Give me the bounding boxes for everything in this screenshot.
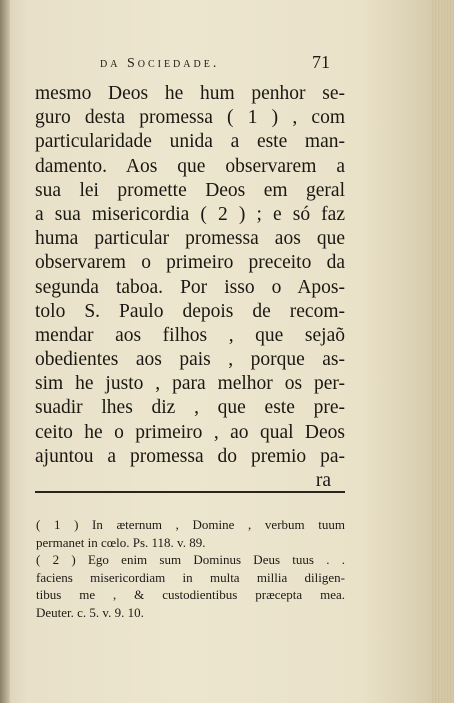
text-line: huma particular promessa aos que <box>35 228 345 250</box>
footnote-line: permanet in cœlo. Ps. 118. v. 89. <box>36 534 206 550</box>
page-header <box>100 52 330 78</box>
page-number: 71 <box>312 52 330 72</box>
footnote-line: ( 2 ) Ego enim sum Dominus Deus tuus . . <box>36 552 345 568</box>
footnotes <box>36 516 345 622</box>
text-line: suadir lhes diz , que este pre- <box>35 397 345 419</box>
text-line: observarem o primeiro preceito da <box>35 252 345 274</box>
text-line: a sua misericordia ( 2 ) ; e só faz <box>35 203 345 225</box>
text-line: sim he justo , para melhor os per- <box>35 373 345 395</box>
page-gutter <box>0 0 10 703</box>
footnote-line: tibus me , & custodientibus præcepta mea. <box>36 587 345 603</box>
footnote-rule <box>35 491 345 493</box>
footnote-line: Deuter. c. 5. v. 9. 10. <box>36 604 144 620</box>
text-line: ceito he o primeiro , ao qual Deos <box>35 421 345 443</box>
text-line: mesmo Deos he hum penhor se- <box>35 83 345 104</box>
text-line: segunda taboa. Por isso o Apos- <box>35 276 345 298</box>
text-line: tolo S. Paulo depois de recom- <box>35 300 345 322</box>
footnote-line: ( 1 ) In æternum , Domine , verbum tuum <box>36 517 345 532</box>
page-fore-edge <box>432 0 454 703</box>
text-line: mendar aos filhos , que sejaõ <box>35 324 345 346</box>
running-head: da Sociedade. <box>100 56 220 71</box>
catchword: ra <box>315 470 331 491</box>
text-line: guro desta promessa ( 1 ) , com <box>35 107 345 129</box>
text-line: sua lei promette Deos em geral <box>35 179 345 201</box>
text-line: obedientes aos pais , porque as- <box>35 349 345 371</box>
text-line: particularidade unida a este man- <box>35 131 345 153</box>
footnote-line: faciens misericordiam in multa millia diligen- <box>36 569 345 585</box>
text-line: damento. Aos que observarem a <box>35 155 345 177</box>
text-line: ajuntou a promessa do premio pa- <box>35 445 345 467</box>
body-text <box>35 82 345 493</box>
